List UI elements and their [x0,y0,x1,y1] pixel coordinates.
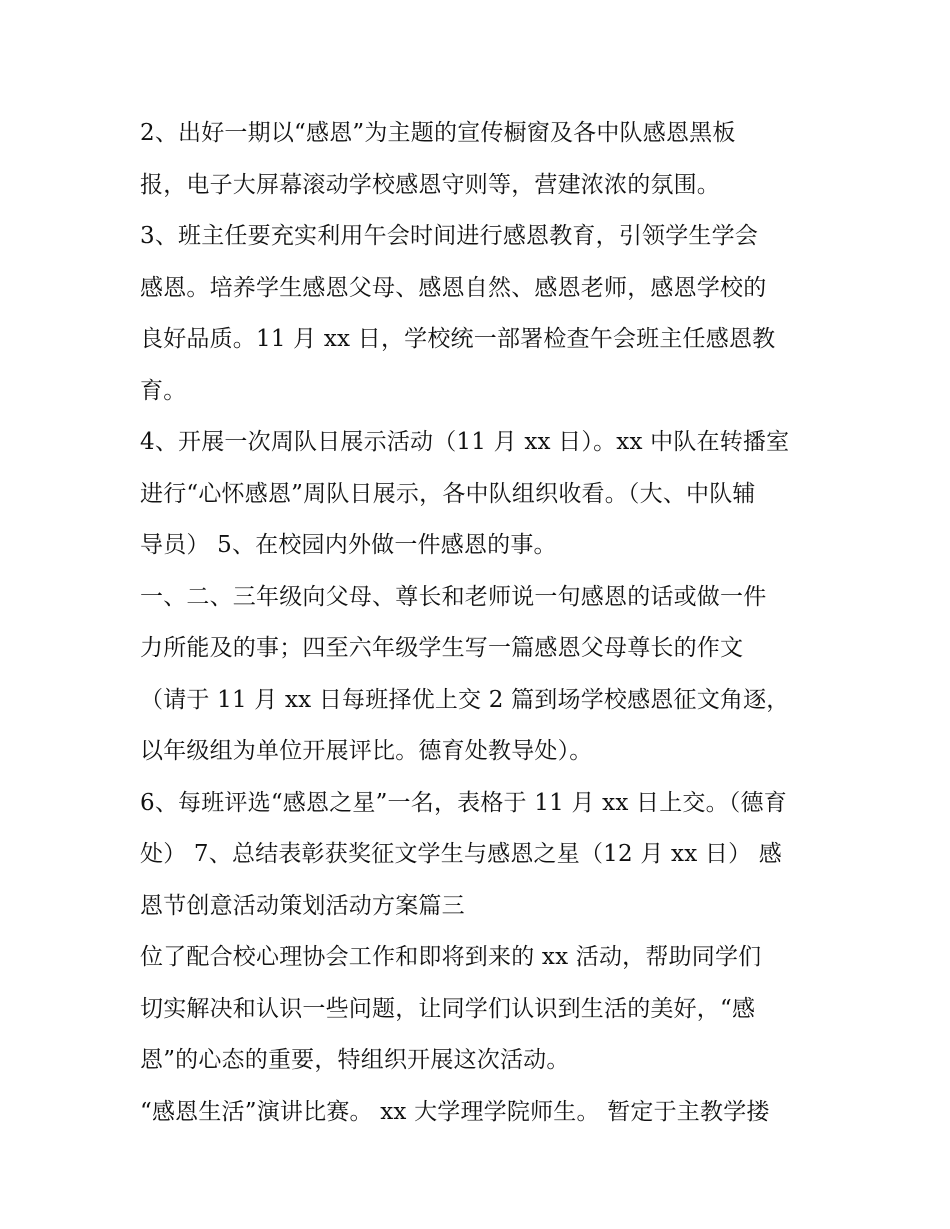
text-line: 导员） 5、在校园内外做一件感恩的事。 [140,532,557,558]
text-line: 2、出好一期以“感恩”为主题的宣传橱窗及各中队感恩黑板 [140,120,736,146]
text-line: 3、班主任要充实利用午会时间进行感恩教育，引领学生学会 [140,223,759,249]
text-line: 进行“心怀感恩”周队日展示，各中队组织收看。（大、中队辅 [140,480,756,507]
text-line: 良好品质。11 月 xx 日，学校统一部署检查午会班主任感恩教 [140,326,776,352]
text-line: 恩节创意活动策划活动方案篇三 [140,892,465,919]
text-line: 切实解决和认识一些问题，让同学们认识到生活的美好，“感 [140,995,756,1022]
text-line: 4、开展一次周队日展示活动（11 月 xx 日）。xx 中队在转播室 [140,429,790,455]
text-line: 恩”的心态的重要，特组织开展这次活动。 [140,1047,570,1073]
text-line: 6、每班评选“感恩之星”一名，表格于 11 月 xx 日上交。（德育 [140,789,787,816]
text-line: 一、二、三年级向父母、尊长和老师说一句感恩的话或做一件 [140,583,767,610]
text-line: 感恩。培养学生感恩父母、感恩自然、感恩老师，感恩学校的 [140,274,767,301]
text-line: 育。 [140,377,187,404]
text-line: 位了配合校心理协会工作和即将到来的 xx 活动，帮助同学们 [140,944,762,970]
text-line: “感恩生活”演讲比赛。 xx 大学理学院师生。 暂定于主教学搂 [140,1098,770,1125]
text-line: 力所能及的事；四至六年级学生写一篇感恩父母尊长的作文 [140,635,744,661]
document-body [140,108,820,1138]
text-line: （请于 11 月 xx 日每班择优上交 2 篇到场学校感恩征文角逐， [140,686,790,713]
text-line: 处） 7、总结表彰获奖征文学生与感恩之星（12 月 xx 日） 感 [140,841,782,867]
text-line: 报，电子大屏幕滚动学校感恩守则等，营建浓浓的氛围。 [140,171,720,198]
text-line: 以年级组为单位开展评比。德育处教导处）。 [140,738,593,764]
